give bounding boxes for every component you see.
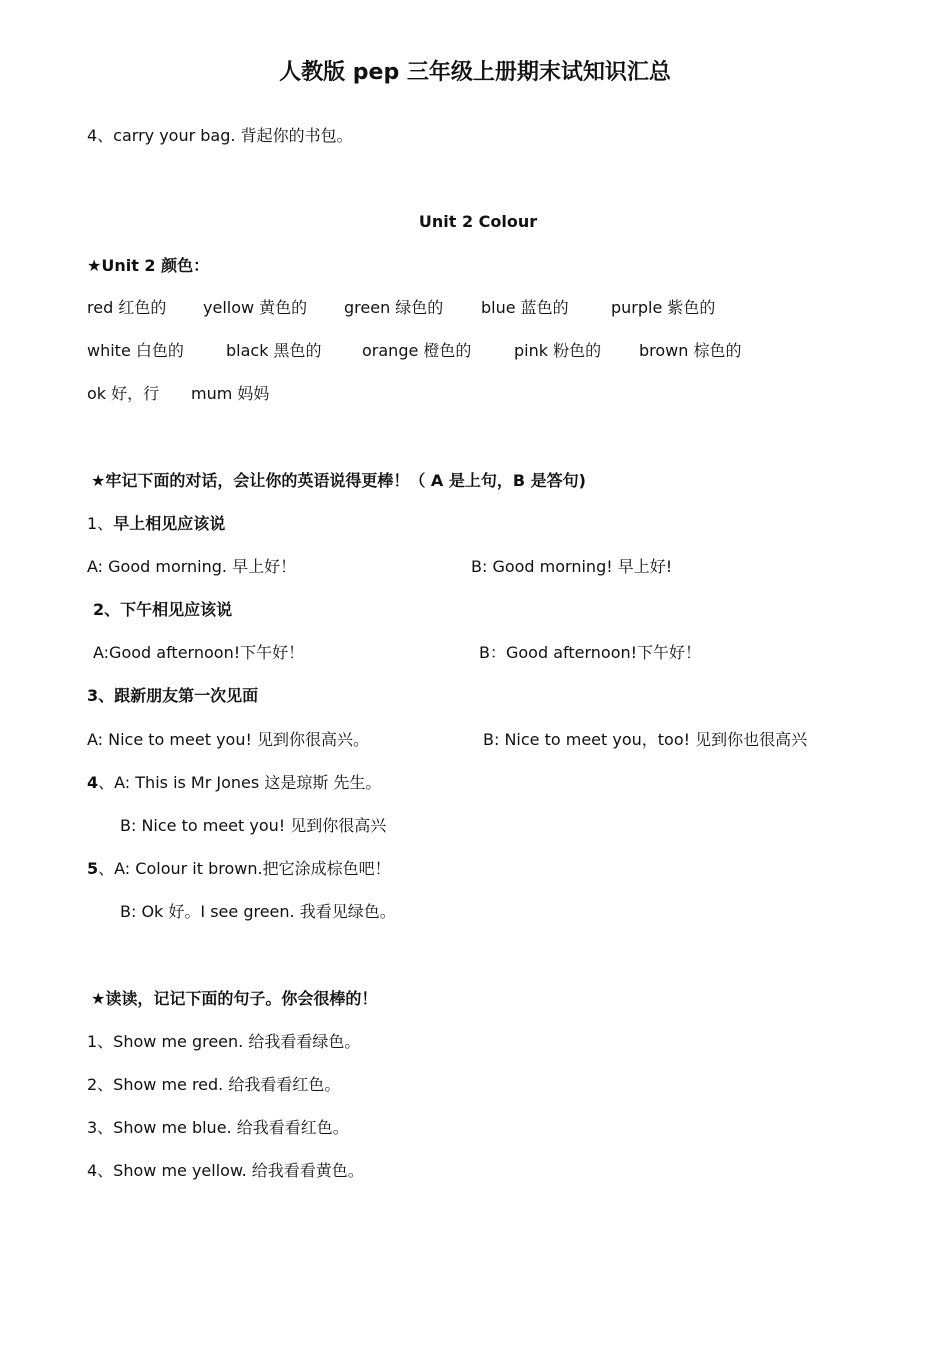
dialog-title: 早上相见应该说 [113, 514, 226, 533]
dialog-1-b: B: Good morning! 早上好! [471, 557, 673, 576]
page-title: 人教版 pep 三年级上册期末试知识汇总 [279, 60, 671, 85]
vocab-word: pink 粉色的 [514, 341, 602, 360]
unit-heading: Unit 2 Colour [418, 212, 538, 231]
dialog-2-b: B：Good afternoon!下午好！ [479, 643, 702, 662]
dialog-2-heading [93, 599, 232, 621]
sentence-item: 1、Show me green. 给我看看绿色。 [87, 1032, 361, 1051]
dialog-number: 4 [87, 773, 99, 792]
vocab-word: black 黑色的 [226, 341, 322, 360]
vocab-word: red 红色的 [87, 298, 167, 317]
dialog-title: 下午相见应该说 [120, 600, 233, 619]
dialog-line: 、A: Colour it brown.把它涂成棕色吧！ [98, 859, 391, 878]
dialog-2-a: A:Good afternoon!下午好！ [93, 643, 305, 662]
dialog-line: 、A: This is Mr Jones 这是琼斯 先生。 [98, 773, 382, 792]
previous-unit-item: 4、carry your bag. 背起你的书包。 [87, 126, 353, 145]
dialog-5-b: B: Ok 好。I see green. 我看见绿色。 [120, 902, 396, 921]
dialog-1-heading [87, 513, 225, 535]
vocab-word: ok 好，行 [87, 384, 160, 403]
dialog-3-b: B: Nice to meet you，too! 见到你也很高兴 [483, 730, 808, 749]
vocab-word: white 白色的 [87, 341, 184, 360]
dialog-5-a [87, 858, 391, 880]
dialog-number: 2、 [93, 600, 121, 619]
vocab-word: blue 蓝色的 [481, 298, 569, 317]
dialog-title: 跟新朋友第一次见面 [114, 686, 259, 705]
vocab-word: purple 紫色的 [611, 298, 716, 317]
dialog-4-b: B: Nice to meet you! 见到你很高兴 [120, 816, 387, 835]
vocab-word: brown 棕色的 [639, 341, 742, 360]
dialog-heading: ★牢记下面的对话，会让你的英语说得更棒！（ A 是上句，B 是答句) [91, 471, 586, 490]
vocab-word: yellow 黄色的 [203, 298, 308, 317]
dialog-1-a: A: Good morning. 早上好！ [87, 557, 297, 576]
vocab-word: orange 橙色的 [362, 341, 472, 360]
sentence-item: 3、Show me blue. 给我看看红色。 [87, 1118, 349, 1137]
sentence-item: 4、Show me yellow. 给我看看黄色。 [87, 1161, 364, 1180]
vocab-word: green 绿色的 [344, 298, 444, 317]
sentence-heading: ★读读，记记下面的句子。你会很棒的！ [91, 989, 378, 1008]
dialog-number: 3、 [87, 686, 115, 705]
dialog-3-heading [87, 685, 258, 707]
vocab-heading: ★Unit 2 颜色： [87, 256, 210, 275]
vocab-word: mum 妈妈 [191, 384, 270, 403]
dialog-3-a: A: Nice to meet you! 见到你很高兴。 [87, 730, 369, 749]
dialog-number: 1、 [87, 514, 114, 533]
dialog-4-a [87, 772, 381, 794]
dialog-number: 5 [87, 859, 99, 878]
sentence-item: 2、Show me red. 给我看看红色。 [87, 1075, 341, 1094]
